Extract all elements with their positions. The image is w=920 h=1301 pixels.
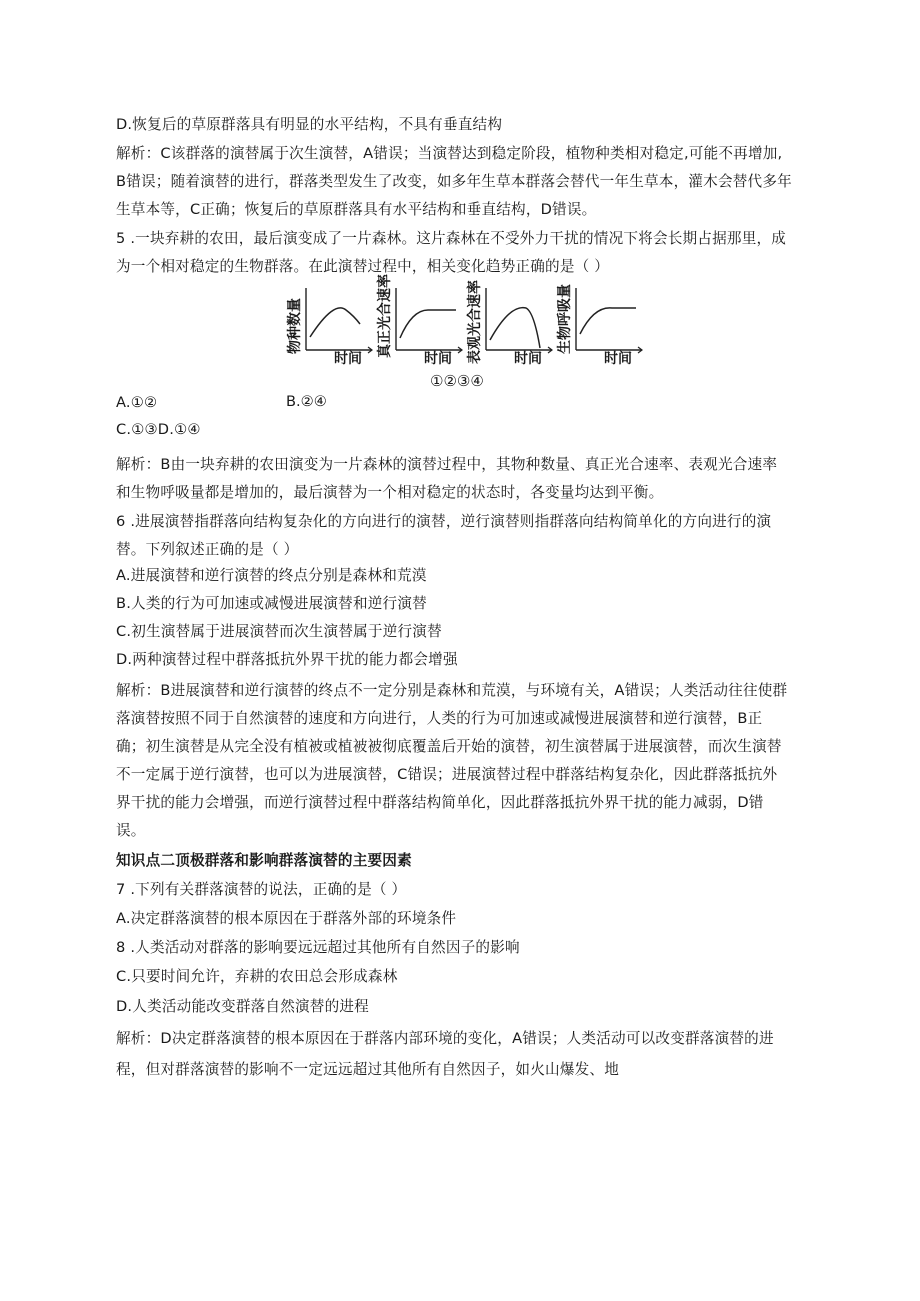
option-a: A.决定群落演替的根本原因在于群落外部的环境条件 [116, 910, 457, 927]
option-b: 8 .人类活动对群落的影响要远远超过其他所有自然因子的影响 [116, 939, 520, 956]
graph-y-label: 真正光合速率 [377, 274, 393, 358]
text-line: D.恢复后的草原群落具有明显的水平结构，不具有垂直结构 [116, 116, 503, 133]
curve-rise-then-plateau [580, 308, 636, 334]
graph-respiration [556, 282, 646, 372]
graph-plot [466, 282, 556, 372]
option-c: C.初生演替属于进展演替而次生演替属于逆行演替 [116, 623, 442, 640]
text-line: 解析：C该群落的演替属于次生演替，A错误；当演替达到稳定阶段，植物种类相对稳定,可能不再增加, [116, 145, 783, 162]
graph-y-label: 表观光合速率 [467, 280, 483, 364]
text-line: 解析：B进展演替和逆行演替的终点不一定分别是森林和荒漠，与环境有关，A错误；人类活动往往使群 [116, 682, 788, 699]
text-line: 误。 [116, 822, 146, 839]
text-line: 落演替按照不同于自然演替的速度和方向进行，人类的行为可加速或减慢进展演替和逆行演替，B正 [116, 710, 763, 727]
graph-plot [286, 282, 376, 372]
text-line: B错误；随着演替的进行，群落类型发生了改变，如多年生草本群落会替代一年生草本，灌木会替代多年 [116, 173, 792, 190]
graph-species-count [286, 282, 376, 372]
option-d: D.人类活动能改变群落自然演替的进程 [116, 998, 369, 1015]
text-line: 解析：B由一块弃耕的农田演变为一片森林的演替过程中，其物种数量、真正光合速率、表观光合速率 [116, 456, 778, 473]
option-c: C.只要时间允许，弃耕的农田总会形成森林 [116, 968, 398, 985]
text-line: 程，但对群落演替的影响不一定远远超过其他所有自然因子，如火山爆发、地 [116, 1061, 619, 1078]
curve-rise-then-plateau [400, 310, 456, 338]
option-a: A.进展演替和逆行演替的终点分别是森林和荒漠 [116, 567, 427, 584]
graph-x-label: 时间 [604, 351, 632, 367]
question-5-stem: 为一个相对稳定的生物群落。在此演替过程中，相关变化趋势正确的是（ ） [116, 258, 610, 275]
graph-x-label: 时间 [424, 351, 452, 367]
text-line: 确；初生演替是从完全没有植被或植被被彻底覆盖后开始的演替，初生演替属于进展演替，而次生演替 [116, 738, 782, 755]
graph-gross-photosynthesis [376, 274, 466, 372]
question-6-stem: 替。下列叙述正确的是（ ） [116, 541, 299, 558]
graph-x-label: 时间 [514, 351, 542, 367]
graph-y-label: 物种数量 [287, 298, 303, 354]
graph-x-label: 时间 [334, 351, 362, 367]
text-line: 生草本等，C正确；恢复后的草原群落具有水平结构和垂直结构，D错误。 [116, 201, 597, 218]
graph-plot [556, 282, 646, 372]
text-line: 和生物呼吸量都是增加的，最后演替为一个相对稳定的状态时，各变量均达到平衡。 [116, 484, 664, 501]
option-c-d: C.①③D.①④ [116, 421, 201, 438]
curve-rise-then-fall [310, 308, 360, 337]
graph-net-photosynthesis [466, 282, 556, 372]
curve-rise-then-drop [490, 308, 540, 348]
question-6-stem: 6 .进展演替指群落向结构复杂化的方向进行的演替，逆行演替则指群落向结构简单化的方向进行的演 [116, 513, 772, 530]
question-5-stem: 5 .一块弃耕的农田，最后演变成了一片森林。这片森林在不受外力干扰的情况下将会长期占据那里，成 [116, 230, 787, 247]
text-line: 不一定属于逆行演替，也可以为进展演替，C错误；进展演替过程中群落结构复杂化，因此群落抵抗外 [116, 766, 778, 783]
trend-graphs-figure [286, 274, 646, 372]
section-heading: 知识点二顶极群落和影响群落演替的主要因素 [116, 852, 412, 869]
text-line: 界干扰的能力会增强，而逆行演替过程中群落结构简单化，因此群落抵抗外界干扰的能力减弱，D错 [116, 794, 764, 811]
question-7-stem: 7 .下列有关群落演替的说法，正确的是（ ） [116, 881, 407, 898]
graph-plot [376, 282, 466, 372]
option-b: B.②④ [286, 393, 327, 410]
text-line: 解析：D决定群落演替的根本原因在于群落内部环境的变化，A错误；人类活动可以改变群落演替的进 [116, 1030, 774, 1047]
figure-caption: ①②③④ [430, 372, 484, 390]
graph-y-label: 生物呼吸量 [557, 284, 573, 354]
option-d: D.两种演替过程中群落抵抗外界干扰的能力都会增强 [116, 651, 458, 668]
option-a: A.①② [116, 394, 158, 411]
option-b: B.人类的行为可加速或减慢进展演替和逆行演替 [116, 595, 427, 612]
